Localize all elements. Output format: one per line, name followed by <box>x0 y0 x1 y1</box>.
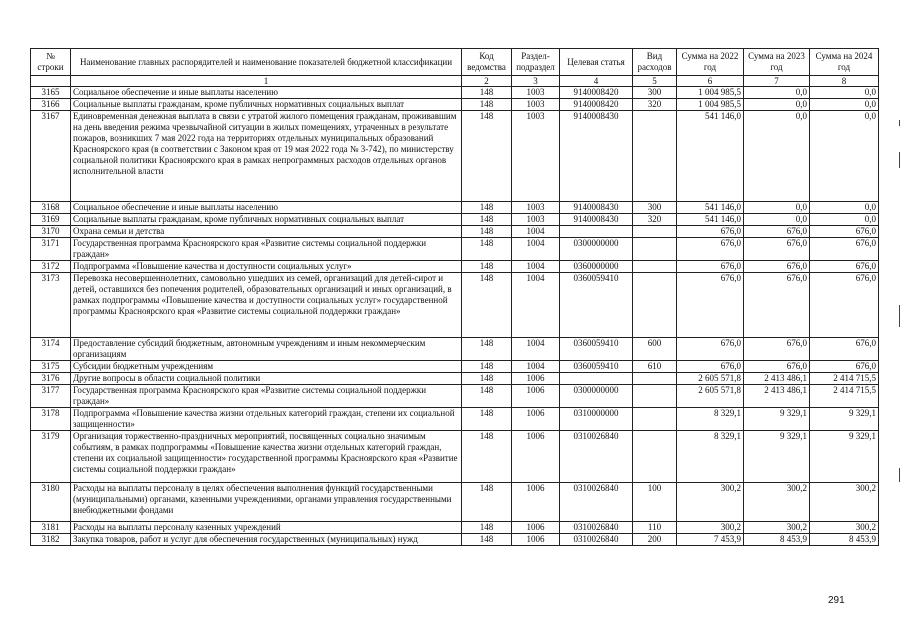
row-sum-2023: 0,0 <box>744 99 810 111</box>
row-target-article: 9140008430 <box>560 214 633 226</box>
row-target-article: 0300000000 <box>560 385 633 408</box>
row-section: 1006 <box>512 483 560 522</box>
row-number: 3179 <box>31 431 71 483</box>
row-number: 3172 <box>31 261 71 273</box>
row-dept-code: 148 <box>462 522 512 534</box>
row-dept-code: 148 <box>462 99 512 111</box>
column-number: 4 <box>560 76 633 87</box>
table-row <box>31 87 879 99</box>
row-expense-type: 610 <box>633 361 677 373</box>
row-target-article: 9140008420 <box>560 99 633 111</box>
table-row <box>31 361 879 373</box>
header-target-article: Целевая статья <box>560 49 633 76</box>
table-row <box>31 385 879 408</box>
row-sum-2024: 0,0 <box>810 214 879 226</box>
row-sum-2023: 9 329,1 <box>744 431 810 483</box>
row-expense-type: 320 <box>633 99 677 111</box>
row-sum-2024: 300,2 <box>810 522 879 534</box>
row-number: 3171 <box>31 238 71 261</box>
row-sum-2023: 676,0 <box>744 238 810 261</box>
row-sum-2023: 300,2 <box>744 483 810 522</box>
row-number: 3165 <box>31 87 71 99</box>
row-dept-code: 148 <box>462 373 512 385</box>
header-dept-code: Код ведомства <box>462 49 512 76</box>
row-expense-type <box>633 261 677 273</box>
row-number: 3175 <box>31 361 71 373</box>
column-number: 1 <box>71 76 462 87</box>
row-number: 3174 <box>31 338 71 361</box>
row-sum-2022: 8 329,1 <box>677 408 744 431</box>
table-row <box>31 373 879 385</box>
table-row <box>31 522 879 534</box>
row-sum-2024: 2 414 715,5 <box>810 373 879 385</box>
row-number: 3166 <box>31 99 71 111</box>
row-name: Перевозка несовершеннолетних, самовольно ушедших из семей, организаций для детей-сирот и детей, оставшихся без попечения родителей, образовательных организаций и иных организаций, в рамках подпрограммы «Повышение качества и доступности социальных услуг» государственной программы Красноярского края «Развитие системы социальной поддержки граждан» <box>71 273 462 338</box>
row-sum-2024: 9 329,1 <box>810 408 879 431</box>
row-section: 1006 <box>512 431 560 483</box>
row-sum-2023: 2 413 486,1 <box>744 385 810 408</box>
header-expense-type: Вид расходов <box>633 49 677 76</box>
row-sum-2024: 0,0 <box>810 99 879 111</box>
row-sum-2022: 2 605 571,8 <box>677 373 744 385</box>
row-expense-type: 600 <box>633 338 677 361</box>
row-section: 1003 <box>512 111 560 202</box>
header-row-number: № строки <box>31 49 71 76</box>
row-sum-2023: 0,0 <box>744 87 810 99</box>
row-sum-2022: 541 146,0 <box>677 214 744 226</box>
row-sum-2022: 676,0 <box>677 361 744 373</box>
table-row <box>31 483 879 522</box>
row-sum-2024: 8 453,9 <box>810 534 879 546</box>
row-dept-code: 148 <box>462 338 512 361</box>
row-section: 1006 <box>512 385 560 408</box>
row-sum-2024: 676,0 <box>810 226 879 238</box>
row-expense-type <box>633 226 677 238</box>
row-number: 3182 <box>31 534 71 546</box>
table-row <box>31 338 879 361</box>
row-dept-code: 148 <box>462 483 512 522</box>
row-expense-type <box>633 373 677 385</box>
row-number: 3178 <box>31 408 71 431</box>
column-number: 3 <box>512 76 560 87</box>
column-number: 7 <box>744 76 810 87</box>
row-name: Другие вопросы в области социальной политики <box>71 373 462 385</box>
row-section: 1003 <box>512 87 560 99</box>
column-number <box>31 76 71 87</box>
row-sum-2023: 676,0 <box>744 226 810 238</box>
row-name: Государственная программа Красноярского края «Развитие системы социальной поддержки граждан» <box>71 238 462 261</box>
row-expense-type: 100 <box>633 483 677 522</box>
table-row <box>31 273 879 338</box>
row-sum-2022: 1 004 985,5 <box>677 99 744 111</box>
table-row <box>31 226 879 238</box>
row-expense-type <box>633 408 677 431</box>
row-target-article <box>560 226 633 238</box>
scan-margin-mark <box>899 152 900 168</box>
row-name: Расходы на выплаты персоналу в целях обеспечения выполнения функций государственными (муниципальными) органами, казенными учреждениями, органами управления государственными внебюджетными фондами <box>71 483 462 522</box>
row-number: 3180 <box>31 483 71 522</box>
row-expense-type: 110 <box>633 522 677 534</box>
page-number: 291 <box>828 595 845 606</box>
row-dept-code: 148 <box>462 273 512 338</box>
row-target-article: 9140008420 <box>560 87 633 99</box>
row-expense-type: 320 <box>633 214 677 226</box>
budget-table <box>30 48 879 546</box>
row-section: 1003 <box>512 202 560 214</box>
row-sum-2024: 2 414 715,5 <box>810 385 879 408</box>
row-number: 3173 <box>31 273 71 338</box>
row-sum-2023: 676,0 <box>744 273 810 338</box>
row-name: Закупка товаров, работ и услуг для обеспечения государственных (муниципальных) нужд <box>71 534 462 546</box>
row-number: 3167 <box>31 111 71 202</box>
row-expense-type <box>633 273 677 338</box>
row-sum-2022: 300,2 <box>677 522 744 534</box>
row-dept-code: 148 <box>462 385 512 408</box>
row-sum-2024: 676,0 <box>810 261 879 273</box>
row-sum-2022: 2 605 571,8 <box>677 385 744 408</box>
table-row <box>31 111 879 202</box>
row-target-article: 0310026840 <box>560 431 633 483</box>
row-target-article <box>560 373 633 385</box>
row-dept-code: 148 <box>462 111 512 202</box>
row-sum-2022: 8 329,1 <box>677 431 744 483</box>
row-dept-code: 148 <box>462 214 512 226</box>
scan-margin-mark <box>899 305 900 327</box>
row-sum-2022: 7 453,9 <box>677 534 744 546</box>
row-expense-type: 200 <box>633 534 677 546</box>
row-sum-2024: 676,0 <box>810 338 879 361</box>
row-section: 1004 <box>512 238 560 261</box>
row-name: Организация торжественно-праздничных мероприятий, посвященных социально значимым событиям, в рамках подпрограммы «Повышение качества жизни отдельных категорий граждан, степени их социальной защищенности» государственной программы Красноярского края «Развитие системы социальной поддержки граждан» <box>71 431 462 483</box>
row-section: 1004 <box>512 226 560 238</box>
row-section: 1006 <box>512 522 560 534</box>
row-sum-2022: 676,0 <box>677 238 744 261</box>
row-name: Расходы на выплаты персоналу казенных учреждений <box>71 522 462 534</box>
column-number: 6 <box>677 76 744 87</box>
row-sum-2024: 300,2 <box>810 483 879 522</box>
row-sum-2022: 300,2 <box>677 483 744 522</box>
row-sum-2023: 8 453,9 <box>744 534 810 546</box>
table-row <box>31 261 879 273</box>
header-sum-2022: Сумма на 2022 год <box>677 49 744 76</box>
table-row <box>31 202 879 214</box>
row-target-article: 0310000000 <box>560 408 633 431</box>
row-dept-code: 148 <box>462 534 512 546</box>
row-name: Подпрограмма «Повышение качества жизни отдельных категорий граждан, степени их социальной защищенности» <box>71 408 462 431</box>
row-expense-type <box>633 238 677 261</box>
row-target-article: 0310026840 <box>560 534 633 546</box>
row-number: 3176 <box>31 373 71 385</box>
row-section: 1006 <box>512 408 560 431</box>
row-name: Охрана семьи и детства <box>71 226 462 238</box>
row-target-article: 9140008430 <box>560 111 633 202</box>
row-sum-2022: 676,0 <box>677 261 744 273</box>
row-sum-2023: 300,2 <box>744 522 810 534</box>
row-target-article: 0310026840 <box>560 522 633 534</box>
row-number: 3170 <box>31 226 71 238</box>
table-row <box>31 431 879 483</box>
row-sum-2023: 9 329,1 <box>744 408 810 431</box>
row-sum-2023: 676,0 <box>744 361 810 373</box>
row-expense-type <box>633 111 677 202</box>
row-section: 1004 <box>512 273 560 338</box>
column-number: 5 <box>633 76 677 87</box>
row-dept-code: 148 <box>462 238 512 261</box>
row-sum-2024: 676,0 <box>810 361 879 373</box>
row-sum-2023: 676,0 <box>744 261 810 273</box>
row-name: Социальное обеспечение и иные выплаты населению <box>71 202 462 214</box>
row-expense-type: 300 <box>633 202 677 214</box>
row-target-article: 0310026840 <box>560 483 633 522</box>
row-dept-code: 148 <box>462 408 512 431</box>
row-sum-2022: 541 146,0 <box>677 111 744 202</box>
row-number: 3177 <box>31 385 71 408</box>
row-target-article: 0360059410 <box>560 338 633 361</box>
row-dept-code: 148 <box>462 226 512 238</box>
table-row <box>31 99 879 111</box>
table-row <box>31 214 879 226</box>
row-expense-type: 300 <box>633 87 677 99</box>
header-section: Раздел-подраздел <box>512 49 560 76</box>
row-target-article: 0360000000 <box>560 261 633 273</box>
row-sum-2024: 0,0 <box>810 202 879 214</box>
row-sum-2023: 676,0 <box>744 338 810 361</box>
row-target-article: 9140008430 <box>560 202 633 214</box>
row-section: 1003 <box>512 214 560 226</box>
row-name: Предоставление субсидий бюджетным, автономным учреждениям и иным некоммерческим организациям <box>71 338 462 361</box>
row-name: Социальные выплаты гражданам, кроме публичных нормативных социальных выплат <box>71 99 462 111</box>
row-sum-2024: 0,0 <box>810 111 879 202</box>
row-section: 1003 <box>512 99 560 111</box>
row-target-article: 0360059410 <box>560 361 633 373</box>
column-number-row <box>31 76 879 87</box>
row-sum-2022: 676,0 <box>677 226 744 238</box>
row-dept-code: 148 <box>462 361 512 373</box>
header-row <box>31 49 879 76</box>
table-row <box>31 238 879 261</box>
row-sum-2022: 676,0 <box>677 338 744 361</box>
table-row <box>31 534 879 546</box>
row-name: Единовременная денежная выплата в связи с утратой жилого помещения гражданам, проживавшим на день введения режима чрезвычайной ситуации в жилых помещениях, утраченных в результате пожаров, возникших 7 мая 2022 года на территориях отдельных муниципальных образований Красноярского края (в соответствии с Законом края от 19 мая 2022 года № 3-742), по министерству социальной политики Красноярского края в рамках непрограммных расходов отдельных органов исполнительной власти <box>71 111 462 202</box>
column-number: 2 <box>462 76 512 87</box>
row-expense-type <box>633 385 677 408</box>
row-section: 1006 <box>512 534 560 546</box>
scan-margin-mark <box>899 120 900 126</box>
row-sum-2024: 676,0 <box>810 238 879 261</box>
row-sum-2024: 676,0 <box>810 273 879 338</box>
row-name: Государственная программа Красноярского края «Развитие системы социальной поддержки граждан» <box>71 385 462 408</box>
row-target-article: 0300000000 <box>560 238 633 261</box>
row-sum-2023: 0,0 <box>744 111 810 202</box>
row-number: 3169 <box>31 214 71 226</box>
row-dept-code: 148 <box>462 202 512 214</box>
row-sum-2022: 676,0 <box>677 273 744 338</box>
row-sum-2022: 1 004 985,5 <box>677 87 744 99</box>
table-row <box>31 408 879 431</box>
row-name: Субсидии бюджетным учреждениям <box>71 361 462 373</box>
row-number: 3168 <box>31 202 71 214</box>
row-sum-2024: 9 329,1 <box>810 431 879 483</box>
row-section: 1004 <box>512 338 560 361</box>
row-expense-type <box>633 431 677 483</box>
row-sum-2023: 0,0 <box>744 214 810 226</box>
header-sum-2023: Сумма на 2023 год <box>744 49 810 76</box>
row-sum-2023: 0,0 <box>744 202 810 214</box>
column-number: 8 <box>810 76 879 87</box>
row-section: 1004 <box>512 261 560 273</box>
row-section: 1004 <box>512 361 560 373</box>
row-sum-2022: 541 146,0 <box>677 202 744 214</box>
row-dept-code: 148 <box>462 261 512 273</box>
header-sum-2024: Сумма на 2024 год <box>810 49 879 76</box>
row-sum-2024: 0,0 <box>810 87 879 99</box>
row-name: Социальное обеспечение и иные выплаты населению <box>71 87 462 99</box>
row-sum-2023: 2 413 486,1 <box>744 373 810 385</box>
row-name: Социальные выплаты гражданам, кроме публичных нормативных социальных выплат <box>71 214 462 226</box>
row-name: Подпрограмма «Повышение качества и доступности социальных услуг» <box>71 261 462 273</box>
header-name: Наименование главных распорядителей и наименование показателей бюджетной классификации <box>71 49 462 76</box>
row-target-article: 0360059410 <box>560 273 633 338</box>
row-number: 3181 <box>31 522 71 534</box>
row-section: 1006 <box>512 373 560 385</box>
scan-margin-mark <box>899 468 900 482</box>
row-dept-code: 148 <box>462 431 512 483</box>
row-dept-code: 148 <box>462 87 512 99</box>
